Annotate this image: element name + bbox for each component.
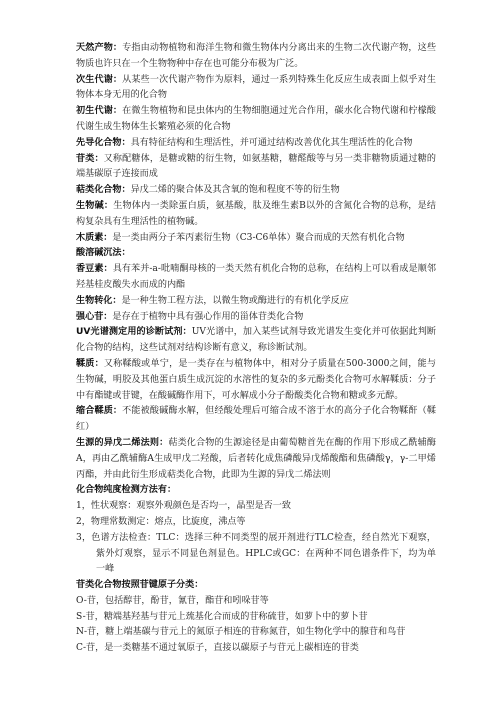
purity-item: 2，物理常数测定：熔点，比旋度，沸点等 [76, 516, 246, 527]
purity-item: 1，性状观察：观察外观颜色是否均一，晶型是否一致 [76, 501, 291, 512]
term-label: 强心苷： [76, 311, 113, 322]
definition-cardiac-glycoside [76, 310, 436, 326]
term-label: 萜类化合物： [76, 185, 131, 196]
purity-item: 3，色谱方法检查：TLC：选择三种不同类型的展开剂进行TLC检查，经自然光下观察，紫外灯观察，显示不同显色剂显色。HPLC或GC：在两种不同色谱条件下，均为单一峰 [76, 532, 436, 575]
term-label: 次生代谢： [76, 74, 123, 85]
definition-text: 专指由动物植物和海洋生物和微生物体内分离出来的生物二次代谢产物，这些物质也许只在一个生物物种中存在也可能分布极为广泛。 [76, 43, 436, 69]
definition-glycosides [76, 152, 436, 184]
definition-text: 在微生物植物和昆虫体内的生物细胞通过光合作用，碳水化合物代谢和柠檬酸代谢生成生物体生长繁殖必须的化合物 [76, 106, 436, 132]
definition-biotransformation [76, 294, 436, 310]
definition-text: 是存在于植物中具有强心作用的甾体苷类化合物 [112, 311, 304, 322]
definition-text: 异戊二烯的聚合体及其含氧的饱和程度不等的衍生物 [130, 185, 340, 196]
definition-text: 具有苯并-a-吡喃酮母核的一类天然有机化合物的总称，在结构上可以看成是顺邻羟基桂皮酸失水而成的内酯 [76, 264, 436, 290]
definition-isoprene-rule [76, 436, 436, 483]
term-label: 生物碱： [76, 200, 114, 211]
definition-text: 又称配糖体，是糖或糖的衍生物，如氨基糖，糖醛酸等与另一类非糖物质通过糖的端基碳原子连接而成 [76, 153, 436, 180]
definition-primary-metabolism [76, 104, 436, 136]
definition-lead-compound [76, 136, 436, 152]
glycoside-item: S-苷，糖端基羟基与苷元上巯基化合而成的苷称硫苷，如萝卜中的萝卜苷 [76, 611, 368, 622]
glycoside-item: O-苷，包括醇苷，酚苷，氰苷，酯苷和吲哚苷等 [76, 595, 269, 606]
definition-text: 生物体内一类除蛋白质，氨基酸，肽及维生素B以外的含氮化合物的总称，是结构复杂具有生理活性的植物碱。 [76, 200, 436, 227]
term-label: 初生代谢： [76, 106, 123, 117]
definition-condensed-tannin [76, 404, 436, 436]
definition-secondary-metabolism [76, 73, 436, 105]
term-label: 天然产物： [76, 43, 123, 53]
definition-text: 从某些一次代谢产物作为原料，通过一系列特殊生化反应生成表面上似乎对生物体本身无用的化合物 [76, 74, 436, 101]
term-label: 鞣质： [76, 358, 104, 369]
definition-text: UV光谱中，加入某些试剂导致光谱发生变化并可依据此判断化合物的结构，这些试剂对结构诊断有意义，称诊断试剂。 [76, 327, 436, 354]
glycoside-item: C-苷，是一类糖基不通过氧原子，直接以碳原子与苷元上碳相连的苷类 [76, 643, 359, 654]
document-page [76, 41, 436, 657]
term-label: 木质素： [76, 232, 113, 243]
definition-text: 又称鞣酸或单宁，是一类存在与植物体中，相对分子质量在500-3000之间，能与生物碱，明胶及其他蛋白质生成沉淀的水溶性的复杂的多元酚类化合物可水解鞣质：分子中有酯键或苷键，在酸碱酶作用下，可水解成小分子酚酸类化合物和糖或多元醇。 [76, 358, 436, 401]
term-label: 苷类： [76, 153, 104, 164]
definition-text: 萜类化合物的生源途径是由葡萄糖首先在酶的作用下形成乙酰辅酶A，再由乙酰辅酶A生成甲戊二羟酸，后者转化成焦磷酸异戊烯酸酯和焦磷酸γ，γ-二甲烯丙酯，并由此衍生形成萜类化合物，此即为生源的异戊二烯法则 [76, 437, 436, 480]
glycoside-item: N-苷，糖上端基碳与苷元上的氮原子相连的苷称氮苷，如生物化学中的腺苷和鸟苷 [76, 627, 406, 638]
definition-text: 是一种生物工程方法，以微生物或酶进行的有机化学反应 [121, 295, 349, 306]
term-label: UV光谱测定用的诊断试剂： [76, 327, 192, 338]
definition-alkaloids [76, 199, 436, 231]
definition-terpenoids [76, 183, 436, 199]
definition-natural-product [76, 41, 436, 73]
term-label: 缩合鞣质： [76, 406, 123, 417]
definition-text: 不能被酸碱酶水解，但经酸处理后可缩合成不溶于水的高分子化合物鞣酐（鞣红） [76, 406, 436, 433]
definition-coumarin [76, 262, 436, 294]
section-heading-glycoside-classification: 苷类化合物按照苷键原子分类： [76, 580, 204, 591]
term-label: 香豆素： [76, 264, 113, 275]
section-heading-purity: 化合物纯度检测方法有： [76, 485, 177, 496]
term-label: 生物转化： [76, 295, 122, 306]
definition-tannin [76, 357, 436, 404]
section-heading-acid-base: 酸溶碱沉法： [76, 248, 131, 259]
term-label: 先导化合物： [76, 137, 131, 148]
definition-text: 是一类由两分子苯丙素衍生物（C3-C6单体）聚合而成的天然有机化合物 [112, 232, 405, 243]
term-label: 生源的异戊二烯法则： [76, 437, 169, 448]
definition-text: 具有特征结构和生理活性，并可通过结构改善优化其生理活性的化合物 [130, 137, 413, 148]
definition-uv-reagent [76, 325, 436, 357]
definition-lignin [76, 231, 436, 247]
